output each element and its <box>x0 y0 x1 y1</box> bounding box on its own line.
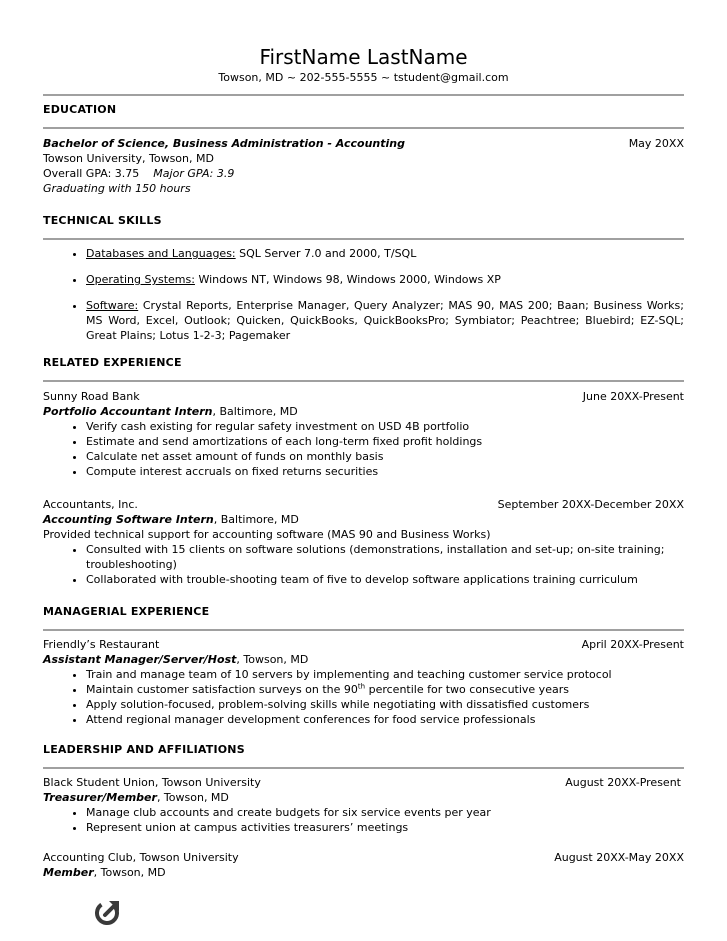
related-experience-section <box>43 355 684 587</box>
school-name: Towson University, Towson, MD <box>43 152 214 165</box>
list-item: • Verify cash existing for regular safety investment on USD 4B portfolio <box>86 419 684 434</box>
affiliation-role: Treasurer/Member <box>43 791 157 804</box>
job-entry <box>43 497 684 587</box>
contact-line: Towson, MD ~ 202-555-5555 ~ tstudent@gmail.com <box>218 71 509 84</box>
graduation-hours: Graduating with 150 hours <box>43 182 191 195</box>
leadership-section <box>43 742 684 880</box>
gpa-line <box>43 166 684 181</box>
affiliation-location: , Towson, MD <box>156 791 229 804</box>
job-date: September 20XX-December 20XX <box>497 498 684 511</box>
skill-value: SQL Server 7.0 and 2000, T/SQL <box>235 247 417 260</box>
skill-label: Operating Systems: <box>86 273 195 286</box>
list-item: • Train and manage team of 10 servers by implementing and teaching customer service protocol <box>86 667 684 682</box>
section-divider <box>43 767 684 769</box>
leadership-title: LEADERSHIP AND AFFILIATIONS <box>43 743 245 756</box>
resume-page <box>43 42 684 880</box>
affiliation-entry <box>43 850 684 880</box>
job-org: Accountants, Inc. <box>43 498 138 511</box>
affiliation-date: August 20XX-May 20XX <box>554 851 684 864</box>
skills-title: TECHNICAL SKILLS <box>43 214 162 227</box>
job-location: , Baltimore, MD <box>213 513 299 526</box>
job-entry <box>43 637 684 727</box>
list-item: • Estimate and send amortizations of each long-term fixed profit holdings <box>86 434 684 449</box>
affiliation-entry <box>43 775 684 835</box>
job-bullets <box>43 419 684 479</box>
job-org: Sunny Road Bank <box>43 390 140 403</box>
skill-value: Crystal Reports, Enterprise Manager, Query Analyzer; MAS 90, MAS 200; Baan; Business Works; MS Word, Excel, Outlook; Quicken, QuickBooks, QuickBooksPro; Symbiator; Peachtree; Bluebird; EZ-SQL; Great Plains; Lotus 1-2-3; Pagemaker <box>86 299 684 342</box>
affiliation-role: Member <box>43 866 94 879</box>
affiliation-date: August 20XX-Present <box>565 776 681 789</box>
list-item <box>86 272 684 287</box>
job-date: June 20XX-Present <box>582 390 684 403</box>
skill-label: Software: <box>86 299 139 312</box>
job-role: Portfolio Accountant Intern <box>43 405 213 418</box>
affiliation-org: Accounting Club, Towson University <box>43 851 239 864</box>
gpa-overall: Overall GPA: 3.75 <box>43 167 140 180</box>
list-item: • Calculate net asset amount of funds on monthly basis <box>86 449 684 464</box>
brand-logo-icon <box>95 898 121 926</box>
list-item <box>86 246 684 261</box>
job-bullets <box>43 542 684 587</box>
resume-header <box>43 44 684 85</box>
job-entry <box>43 389 684 479</box>
managerial-experience-section <box>43 604 684 727</box>
list-item: • Represent union at campus activities treasurers’ meetings <box>86 820 684 835</box>
affiliation-org: Black Student Union, Towson University <box>43 776 261 789</box>
job-summary: Provided technical support for accounting software (MAS 90 and Business Works) <box>43 528 491 541</box>
section-divider <box>43 127 684 129</box>
job-role: Assistant Manager/Server/Host <box>43 653 237 666</box>
candidate-name: FirstName LastName <box>259 45 468 69</box>
gpa-major: Major GPA: 3.9 <box>153 167 235 180</box>
degree-date: May 20XX <box>628 137 684 150</box>
bullet-text: Maintain customer satisfaction surveys on the 90 <box>86 683 358 696</box>
affiliation-location: , Towson, MD <box>93 866 166 879</box>
education-title: EDUCATION <box>43 103 117 116</box>
job-role: Accounting Software Intern <box>43 513 214 526</box>
job-org: Friendly’s Restaurant <box>43 638 160 651</box>
list-item <box>86 682 684 697</box>
list-item: • Apply solution-focused, problem-solving skills while negotiating with dissatisfied customers <box>86 697 684 712</box>
list-item: • Manage club accounts and create budgets for six service events per year <box>86 805 684 820</box>
job-location: , Towson, MD <box>236 653 309 666</box>
skills-list <box>43 246 684 343</box>
ordinal-suffix: th <box>357 682 366 691</box>
section-divider <box>43 238 684 240</box>
section-divider <box>43 629 684 631</box>
list-item: • Attend regional manager development conferences for food service professionals <box>86 712 684 727</box>
section-divider <box>43 94 684 96</box>
list-item: • Compute interest accruals on fixed returns securities <box>86 464 684 479</box>
list-item <box>86 298 684 343</box>
bullet-text: percentile for two consecutive years <box>365 683 569 696</box>
job-location: , Baltimore, MD <box>212 405 298 418</box>
skill-value: Windows NT, Windows 98, Windows 2000, Windows XP <box>194 273 501 286</box>
related-title: RELATED EXPERIENCE <box>43 356 182 369</box>
job-bullets <box>43 667 684 727</box>
section-divider <box>43 380 684 382</box>
affiliation-bullets <box>43 805 684 835</box>
skill-label: Databases and Languages: <box>86 247 236 260</box>
list-item: • Consulted with 15 clients on software solutions (demonstrations, installation and set-up; on-site training; troubleshooting) <box>86 542 684 572</box>
list-item: • Collaborated with trouble-shooting team of five to develop software applications training curriculum <box>86 572 684 587</box>
degree-title: Bachelor of Science, Business Administration - Accounting <box>43 137 405 150</box>
skills-section <box>43 213 684 343</box>
job-date: April 20XX-Present <box>581 638 684 651</box>
managerial-title: MANAGERIAL EXPERIENCE <box>43 605 210 618</box>
education-section <box>43 94 684 196</box>
